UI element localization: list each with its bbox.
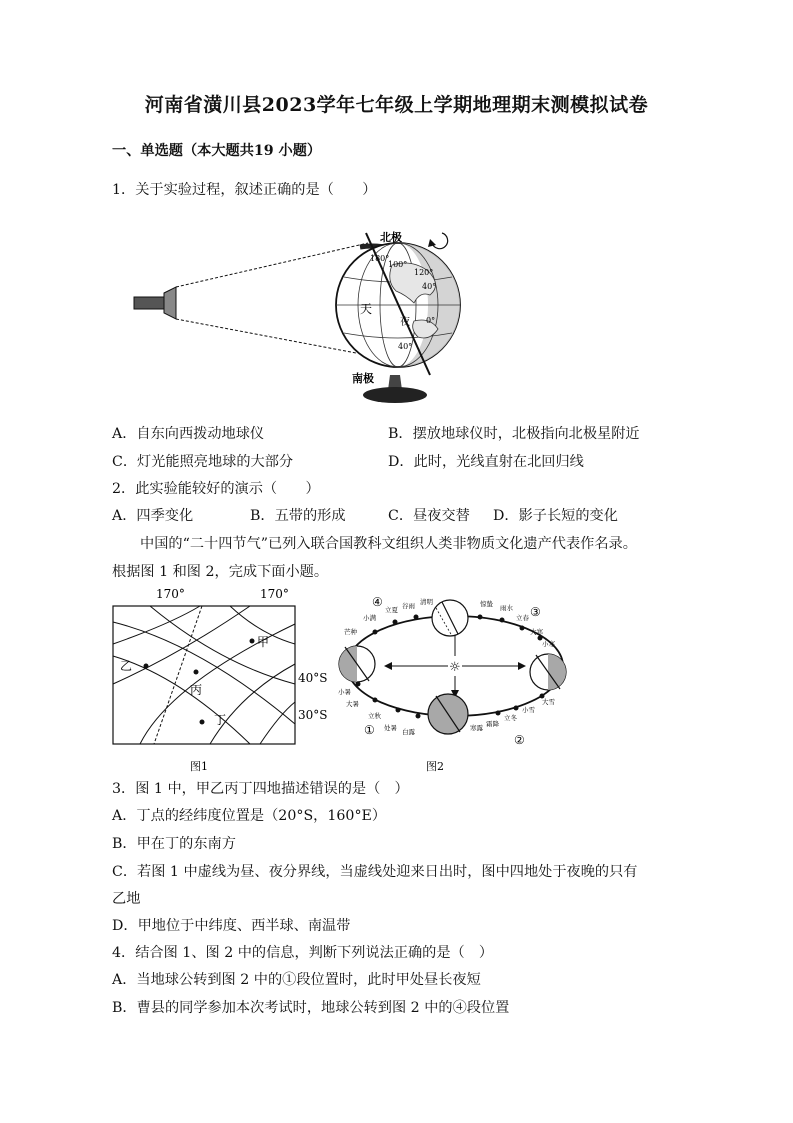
- term-lichun: 立春: [516, 614, 529, 622]
- q3-option-d[interactable]: D．甲地位于中纬度、西半球、南温带: [112, 918, 351, 934]
- q3-option-c-line2[interactable]: 乙地: [112, 891, 141, 907]
- term-jingzhe: 惊蛰: [480, 600, 493, 608]
- q2-option-b[interactable]: B．五带的形成: [250, 508, 346, 524]
- south-pole-label: 南极: [352, 372, 374, 385]
- term-xiaoxue: 小雪: [522, 706, 535, 714]
- globe-experiment-figure: [130, 225, 470, 410]
- point-ding-label: 丁: [214, 713, 227, 727]
- passage-line-2: 根据图 1 和图 2，完成下面小题。: [112, 564, 329, 580]
- q2-option-d[interactable]: D．影子长短的变化: [493, 508, 618, 524]
- point-bing-label: 丙: [190, 683, 203, 697]
- q1-option-d[interactable]: D．此时，光线直射在北回归线: [388, 454, 584, 470]
- q2-option-c[interactable]: C．昼夜交替: [388, 508, 470, 524]
- lon-label-180: 180°: [370, 254, 390, 263]
- term-dahan: 大寒: [530, 628, 543, 636]
- term-dashu: 大暑: [346, 700, 359, 708]
- q2-option-a[interactable]: A．四季变化: [112, 508, 194, 524]
- flashlight-body: [134, 297, 164, 309]
- lat-label-30s-map: 30°S: [298, 708, 328, 722]
- term-lidong: 立冬: [504, 714, 517, 722]
- point-jia-label: 甲: [257, 635, 270, 649]
- term-xiaoshu: 小暑: [338, 688, 351, 696]
- light-ray-bottom: [176, 319, 356, 353]
- flashlight-head: [164, 287, 176, 319]
- term-shuangjiang: 霜降: [486, 720, 499, 728]
- earth-right: [530, 654, 566, 690]
- term-xiaohan: 小寒: [542, 640, 555, 648]
- term-bailu: 白露: [402, 728, 415, 736]
- map-lon-label-left: 170°: [156, 587, 185, 601]
- segment-2: ②: [514, 733, 525, 747]
- passage-line-1: 中国的“二十四节气”已列入联合国教科文组织人类非物质文化遗产代表作名录。: [140, 536, 637, 552]
- segment-4: ④: [372, 595, 383, 609]
- earth-top: [432, 600, 468, 636]
- lat-label-0: 0°: [426, 316, 436, 325]
- question-4-stem: 4．结合图 1、图 2 中的信息，判断下列说法正确的是（ ）: [112, 945, 494, 961]
- lon-label-120: 120°: [414, 268, 434, 277]
- q1-option-a[interactable]: A．自东向西拨动地球仪: [112, 426, 265, 442]
- map-caption: 图1: [190, 760, 208, 773]
- section-heading: 一、单选题（本大题共19 小题）: [112, 143, 322, 159]
- north-pole-label: 北极: [380, 231, 402, 244]
- term-hanlu: 寒露: [470, 724, 483, 732]
- light-ray-top: [176, 243, 368, 287]
- term-chushu: 处暑: [384, 724, 397, 732]
- lat-label-40n: 40°: [422, 282, 437, 291]
- sun-icon: ☼: [449, 660, 461, 675]
- day-label: 天: [360, 302, 373, 316]
- orbit-figure-2: [330, 592, 580, 777]
- lat-label-40s-map: 40°S: [298, 671, 328, 685]
- q3-option-b[interactable]: B．甲在丁的东南方: [112, 836, 236, 852]
- term-mangzhong: 芒种: [344, 628, 357, 636]
- question-3-stem: 3．图 1 中，甲乙丙丁四地描述错误的是（ ）: [112, 781, 409, 797]
- question-1-stem: 1．关于实验过程，叙述正确的是（ ）: [112, 182, 377, 198]
- question-2-stem: 2．此实验能较好的演示（ ）: [112, 481, 320, 497]
- term-liqiu: 立秋: [368, 712, 381, 720]
- q3-option-a[interactable]: A．丁点的经纬度位置是（20°S，160°E）: [112, 808, 387, 824]
- lat-label-40s: 40°: [398, 342, 413, 351]
- term-daxue: 大雪: [542, 698, 555, 706]
- map-figure-1: [110, 584, 335, 774]
- q4-option-b[interactable]: B．曹县的同学参加本次考试时，地球公转到图 2 中的④段位置: [112, 1000, 510, 1016]
- globe-stand-base: [363, 387, 427, 403]
- orbit-caption: 图2: [426, 760, 444, 773]
- map-lon-label-right: 170°: [260, 587, 289, 601]
- earth-bottom: [428, 694, 468, 734]
- night-label: 夜: [400, 317, 410, 328]
- q4-option-a[interactable]: A．当地球公转到图 2 中的①段位置时，此时甲处昼长夜短: [112, 972, 481, 988]
- segment-3: ③: [530, 605, 541, 619]
- page-title: 河南省潢川县2023学年七年级上学期地理期末测模拟试卷: [144, 94, 649, 116]
- term-qingming: 清明: [420, 598, 433, 606]
- term-yushui: 雨水: [500, 604, 513, 612]
- term-lixia: 立夏: [385, 606, 398, 614]
- earth-left: [339, 646, 375, 682]
- q1-option-b[interactable]: B．摆放地球仪时，北极指向北极星附近: [388, 426, 640, 442]
- segment-1: ①: [364, 723, 375, 737]
- q1-option-c[interactable]: C．灯光能照亮地球的大部分: [112, 454, 294, 470]
- point-yi-label: 乙: [120, 659, 133, 673]
- q3-option-c-line1[interactable]: C．若图 1 中虚线为昼、夜分界线，当虚线处迎来日出时，图中四地处于夜晚的只有: [112, 864, 638, 880]
- lon-label-100: 100°: [388, 260, 408, 269]
- term-guyu: 谷雨: [402, 602, 415, 610]
- term-xiaoman: 小满: [363, 614, 376, 622]
